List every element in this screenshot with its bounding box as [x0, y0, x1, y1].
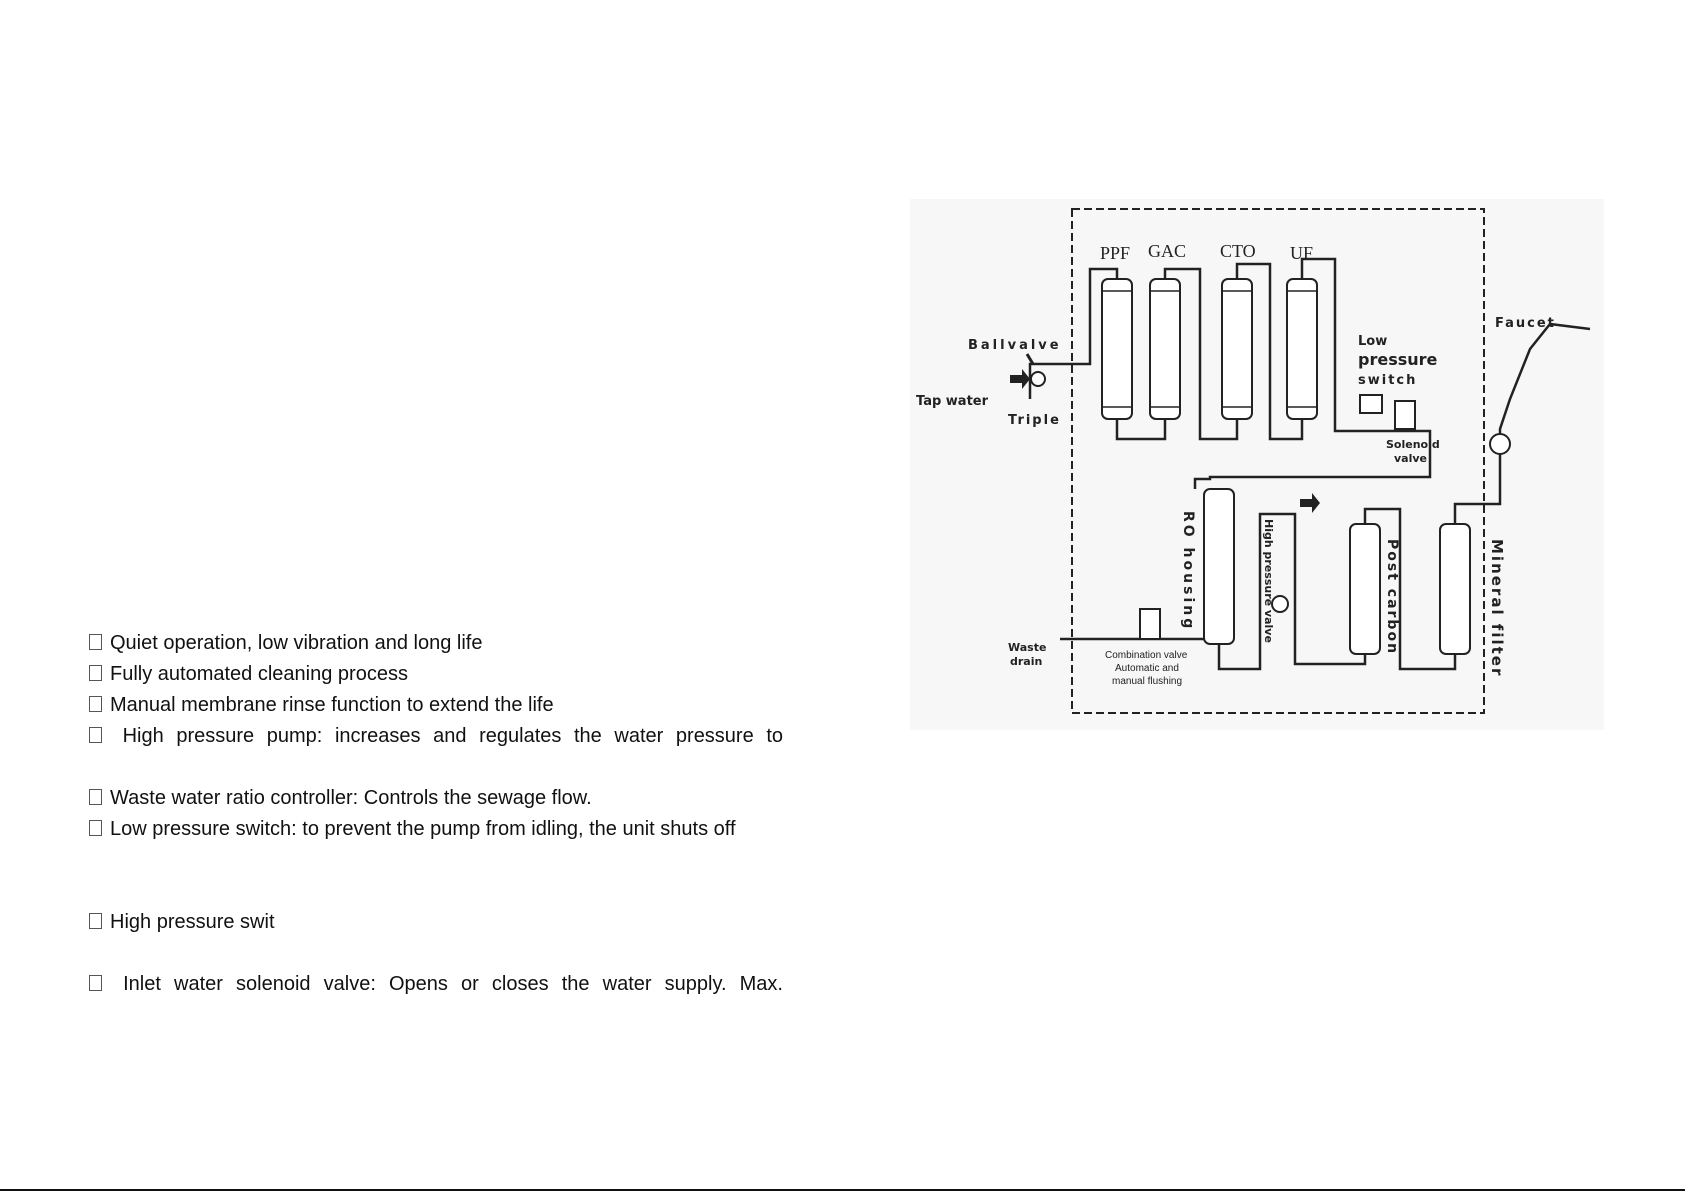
list-item: Fully automated cleaning process — [89, 661, 783, 687]
cto-cartridge-icon — [1222, 279, 1252, 419]
tap-water-label: Tap water — [916, 394, 989, 409]
bullet-box-icon — [89, 696, 102, 712]
bullet-box-icon — [89, 975, 102, 991]
switch-label: switch — [1358, 373, 1418, 388]
drain-label: drain — [1010, 655, 1043, 668]
tap-water-arrow-icon — [1010, 369, 1030, 389]
top-filters — [1102, 279, 1317, 419]
diagram-svg — [910, 199, 1604, 730]
cartridge-ribs — [1102, 291, 1317, 407]
ppf-cartridge-icon — [1102, 279, 1132, 419]
flow-arrow-icon — [1300, 493, 1320, 513]
triple-connector-icon — [1031, 372, 1045, 386]
filter-label-cto: CTO — [1220, 241, 1256, 261]
ball-valve-icon — [1027, 354, 1033, 364]
solenoid-valve-icon — [1395, 401, 1415, 429]
waste-label: Waste — [1008, 641, 1047, 654]
manual-flushing-label: manual flushing — [1112, 676, 1183, 687]
valve-label: valve — [1394, 452, 1427, 465]
bullet-box-icon — [89, 665, 102, 681]
list-item: Quiet operation, low vibration and long life — [89, 630, 783, 656]
post-carbon-cartridge-icon — [1350, 524, 1380, 654]
solenoid-label: Solenoid — [1386, 438, 1440, 451]
bottom-rule — [0, 1189, 1685, 1191]
pressure-label: pressure — [1358, 350, 1438, 369]
post-carbon-label: Post carbon — [1384, 539, 1400, 656]
bullet-box-icon — [89, 727, 102, 743]
ball-valve-label: Ballvalve — [968, 338, 1062, 353]
ro-housing-icon — [1204, 489, 1234, 644]
combination-valve-label: Combination valve — [1105, 650, 1188, 661]
ro-system-diagram — [910, 199, 1604, 730]
low-pressure-switch-icon — [1360, 395, 1382, 413]
uf-cartridge-icon — [1287, 279, 1317, 419]
bullet-box-icon — [89, 634, 102, 650]
filter-label-uf: UF — [1290, 243, 1314, 263]
triple-label: Triple — [1008, 413, 1061, 428]
list-item: Waste water ratio controller: Controls the sewage flow. — [89, 785, 783, 811]
bullet-box-icon — [89, 789, 102, 805]
low-label: Low — [1358, 334, 1388, 349]
automatic-and-label: Automatic and — [1115, 663, 1179, 674]
list-item: High pressure pump: increases and regulates the water pressure to — [89, 723, 783, 749]
ro-housing-label: RO housing — [1180, 511, 1196, 632]
mineral-filter-cartridge-icon — [1440, 524, 1470, 654]
filter-label-gac: GAC — [1148, 241, 1187, 261]
list-item: Manual membrane rinse function to extend the life — [89, 692, 783, 718]
combination-valve-icon — [1140, 609, 1160, 639]
mineral-filter-label: Mineral filter — [1488, 539, 1506, 678]
list-item: High pressure swit — [89, 909, 783, 935]
bullet-box-icon — [89, 913, 102, 929]
faucet-label: Faucet — [1495, 316, 1556, 331]
list-item: Low pressure switch: to prevent the pump from idling, the unit shuts off — [89, 816, 783, 842]
filter-label-ppf: PPF — [1100, 243, 1131, 263]
high-pressure-valve-label: High pressure valve — [1262, 519, 1275, 643]
bottom-filters — [1204, 489, 1470, 654]
gac-cartridge-icon — [1150, 279, 1180, 419]
list-item: Inlet water solenoid valve: Opens or closes the water supply. Max. — [89, 971, 783, 997]
faucet-valve-icon — [1490, 434, 1510, 454]
bullet-box-icon — [89, 820, 102, 836]
